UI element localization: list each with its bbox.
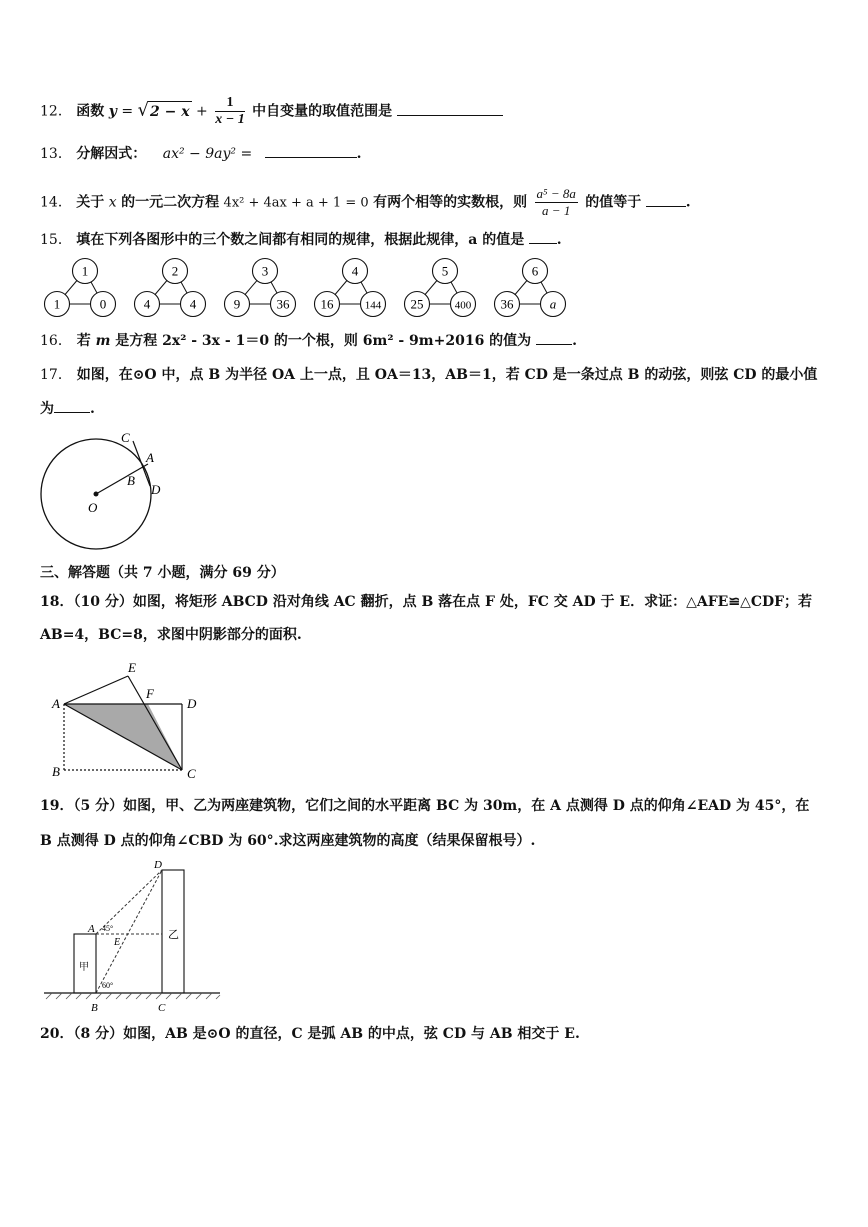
pattern-value-left: 36 bbox=[500, 296, 514, 312]
label-c: C bbox=[121, 430, 130, 445]
question-15 bbox=[40, 229, 562, 250]
q12-denominator: x − 1 bbox=[215, 112, 245, 127]
pattern-value-right: 36 bbox=[276, 296, 290, 312]
pattern-value-top: 4 bbox=[351, 263, 359, 279]
q17-text: 如图，在⊙O 中，点 B 为半径 OA 上一点，且 OA＝13，AB＝1，若 CD 是一条过点 B 的动弦，则弦 CD 的最小值 bbox=[76, 367, 818, 383]
q14-end: . bbox=[685, 194, 691, 211]
angle-45-label: 45° bbox=[102, 924, 114, 933]
question-19-line-1: 19．（5 分）如图，甲、乙为两座建筑物，它们之间的水平距离 BC 为 30m，在 A 点测得 D 点的仰角∠EAD 为 45°，在 bbox=[40, 798, 810, 814]
pattern-value-left: 9 bbox=[233, 296, 241, 312]
q12-y: y bbox=[108, 103, 117, 120]
question-12 bbox=[40, 95, 503, 128]
q12-fraction bbox=[215, 95, 244, 128]
q14-text-1: 关于 bbox=[76, 194, 105, 211]
q14-x: x bbox=[108, 194, 117, 211]
q14-text-2: 的一元二次方程 bbox=[121, 194, 220, 211]
q15-number-pattern-figure bbox=[40, 256, 580, 320]
label-d: D bbox=[187, 696, 197, 711]
center-point bbox=[94, 492, 99, 497]
question-18-line-2: AB=4，BC=8，求图中阴影部分的面积. bbox=[40, 627, 302, 643]
q16-m: m bbox=[95, 333, 111, 349]
pattern-value-top: 2 bbox=[171, 263, 179, 279]
label-o: O bbox=[88, 500, 98, 515]
q13-answer-blank[interactable] bbox=[265, 143, 357, 158]
pattern-value-top: 6 bbox=[531, 263, 539, 279]
question-16 bbox=[40, 330, 577, 351]
question-20: 20．（8 分）如图，AB 是⊙O 的直径，C 是弧 AB 的中点，弦 CD 与 AB 相交于 E. bbox=[40, 1026, 580, 1042]
q14-numerator: a⁵ − 8a bbox=[536, 186, 576, 201]
pattern-value-top: 5 bbox=[441, 263, 449, 279]
q13-end: . bbox=[356, 146, 362, 162]
pattern-value-left: 1 bbox=[53, 296, 61, 312]
q17-text-2: 为 bbox=[40, 401, 54, 417]
radius-oa bbox=[96, 464, 148, 494]
q13-text: 分解因式： bbox=[76, 146, 147, 162]
q15-answer-blank[interactable] bbox=[529, 229, 557, 244]
q17-circle-figure bbox=[38, 428, 168, 553]
label-yi: 乙 bbox=[168, 929, 179, 941]
q16-end: . bbox=[572, 333, 577, 349]
q14-fraction bbox=[535, 186, 578, 219]
label-e: E bbox=[114, 937, 121, 948]
q12-prefix: 函数 bbox=[76, 103, 105, 120]
pattern-value-right: 0 bbox=[99, 296, 107, 312]
radical-sign: √ bbox=[137, 99, 149, 121]
q16-text-1: 若 bbox=[76, 333, 91, 349]
label-b: B bbox=[127, 473, 135, 488]
angle-60-label: 60° bbox=[102, 981, 114, 990]
pattern-group bbox=[315, 259, 386, 317]
q16-answer-blank[interactable] bbox=[536, 330, 572, 345]
segment-ae bbox=[64, 676, 128, 704]
ground-hatching bbox=[46, 993, 220, 999]
label-d: D bbox=[151, 482, 161, 497]
label-a: A bbox=[52, 696, 60, 711]
q12-plus: + bbox=[196, 103, 208, 120]
label-c: C bbox=[187, 766, 196, 781]
question-14 bbox=[40, 186, 691, 219]
q14-text-4: 的值等于 bbox=[585, 194, 642, 211]
q16-text-2: 是方程 2x² - 3x - 1＝0 的一个根，则 6m² - 9m+2016 的值为 bbox=[115, 333, 532, 349]
pattern-value-right: a bbox=[549, 296, 557, 312]
pattern-group bbox=[45, 259, 116, 317]
label-c: C bbox=[158, 1002, 166, 1014]
q13-number: 13． bbox=[40, 146, 72, 162]
q12-number: 12． bbox=[40, 103, 72, 120]
q14-equation: 4x² + 4ax + a + 1 = 0 bbox=[223, 195, 369, 211]
pattern-value-top: 3 bbox=[261, 263, 269, 279]
q17-answer-blank[interactable] bbox=[54, 398, 90, 413]
label-b: B bbox=[91, 1002, 98, 1014]
question-19-line-2: B 点测得 D 点的仰角∠CBD 为 60°.求这两座建筑物的高度（结果保留根号）. bbox=[40, 833, 536, 849]
q12-numerator: 1 bbox=[215, 95, 244, 112]
pattern-value-left: 16 bbox=[320, 296, 334, 312]
q12-eq: = bbox=[121, 103, 134, 120]
q13-expression: ax² − 9ay² = bbox=[162, 146, 253, 162]
label-a: A bbox=[88, 923, 95, 935]
q18-rectangle-figure bbox=[48, 658, 208, 783]
pattern-value-right: 144 bbox=[364, 299, 382, 312]
q12-answer-blank[interactable] bbox=[397, 101, 503, 116]
q15-text: 填在下列各图形中的三个数之间都有相同的规律，根据此规律，a 的值是 bbox=[76, 232, 525, 248]
q17-number: 17． bbox=[40, 367, 72, 383]
label-a: A bbox=[146, 450, 154, 465]
q12-radicand: 2 − x bbox=[148, 101, 192, 122]
question-18-line-1: 18．（10 分）如图，将矩形 ABCD 沿对角线 AC 翻折，点 B 落在点 F 处，FC 交 AD 于 E．求证：△AFE≌△CDF；若 bbox=[40, 594, 813, 610]
label-e: E bbox=[128, 660, 136, 675]
label-jia: 甲 bbox=[79, 962, 89, 973]
section-3-heading: 三、解答题（共 7 小题，满分 69 分） bbox=[40, 565, 285, 581]
q17-end: . bbox=[90, 401, 95, 417]
q14-answer-blank[interactable] bbox=[646, 192, 686, 207]
pattern-value-right: 400 bbox=[454, 299, 472, 312]
question-17-line-1 bbox=[40, 365, 817, 385]
q14-text-3: 有两个相等的实数根，则 bbox=[373, 194, 528, 211]
question-13 bbox=[40, 143, 362, 164]
q15-end: . bbox=[556, 232, 562, 248]
q15-number: 15． bbox=[40, 232, 72, 248]
pattern-group bbox=[135, 259, 206, 317]
pattern-value-left: 4 bbox=[143, 296, 151, 312]
pattern-group bbox=[405, 259, 476, 317]
q14-number: 14． bbox=[40, 194, 72, 211]
question-17-line-2 bbox=[40, 398, 95, 419]
q16-number: 16． bbox=[40, 333, 72, 349]
q19-buildings-figure bbox=[44, 858, 224, 1016]
pattern-value-right: 4 bbox=[189, 296, 197, 312]
q12-suffix: 中自变量的取值范围是 bbox=[252, 103, 393, 120]
pattern-group bbox=[225, 259, 296, 317]
pattern-value-left: 25 bbox=[410, 296, 424, 312]
label-d: D bbox=[154, 859, 162, 871]
q14-denominator: a − 1 bbox=[542, 203, 571, 218]
pattern-group bbox=[495, 259, 566, 317]
label-f: F bbox=[146, 686, 154, 701]
label-b: B bbox=[52, 764, 60, 779]
pattern-value-top: 1 bbox=[81, 263, 89, 279]
